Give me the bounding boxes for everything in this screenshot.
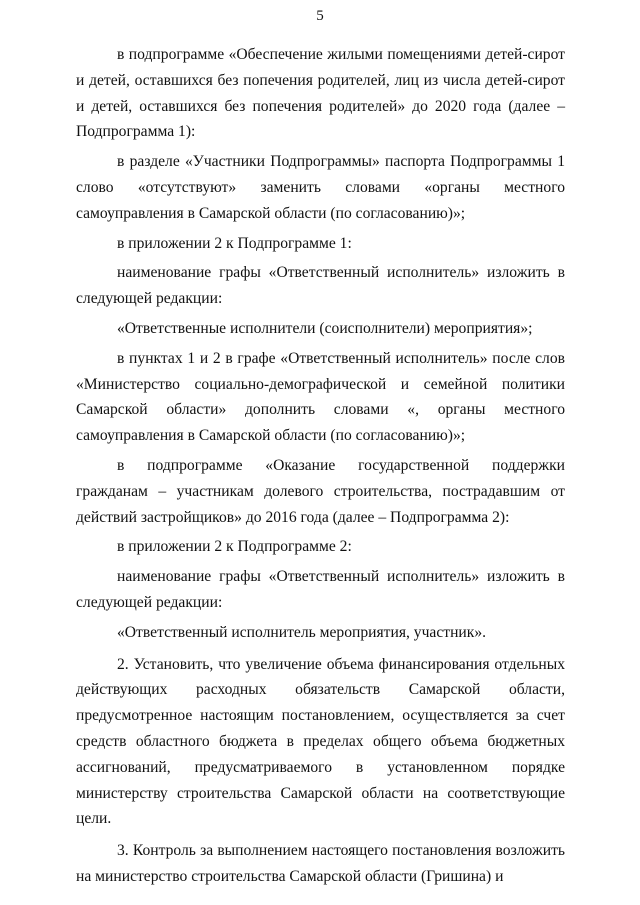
- paragraph-clause-2-funding: 2. Установить, что увеличение объема финансирования отдельных действующих расходных обязательств Самарской области, предусмотренное настоящим постановлением, осуществляется за счет средств областного бюджета в пределах общего объема бюджетных ассигнований, предусматриваемого в установленном порядке министерству строительства Самарской области на соответствующие цели.: [76, 655, 565, 828]
- paragraph-column-name-2: наименование графы «Ответственный исполнитель» изложить в следующей редакции:: [76, 568, 565, 611]
- paragraph-appendix-2-subprogram-2: в приложении 2 к Подпрограмме 2:: [117, 538, 352, 556]
- paragraph-items-1-2-amendment: в пунктах 1 и 2 в графе «Ответственный исполнитель» после слов «Министерство социально-демографической и семейной политики Самарской области» дополнить словами «, органы местного самоуправления в Самарской области (по согласованию)»;: [76, 349, 565, 445]
- paragraph-column-name-1: наименование графы «Ответственный исполнитель» изложить в следующей редакции:: [76, 264, 565, 308]
- paragraph-new-column-title-2: «Ответственный исполнитель мероприятия, участник».: [117, 623, 487, 641]
- page-number: 5: [316, 8, 324, 24]
- paragraph-subprogram-1-intro: в подпрограмме «Обеспечение жилыми помещениями детей-сирот и детей, оставшихся без попечения родителей, лиц из числа детей-сирот и детей, оставшихся без попечения родителей» до 2020 года (далее – Подпрограмма 1):: [76, 46, 565, 141]
- paragraph-participants-section: в разделе «Участники Подпрограммы» паспорта Подпрограммы 1 слово «отсутствуют» заменить словами «органы местного самоуправления в Самарской области (по согласованию)»;: [76, 153, 565, 222]
- paragraph-clause-3-control: 3. Контроль за выполнением настоящего постановления возложить на министерство строительства Самарской области (Гришина) и: [76, 842, 565, 885]
- paragraph-subprogram-2-intro: в подпрограмме «Оказание государственной поддержки гражданам – участникам долевого строительства, пострадавшим от действий застройщиков» до 2016 года (далее – Подпрограмма 2):: [76, 456, 565, 526]
- paragraph-new-column-title-1: «Ответственные исполнители (соисполнители) мероприятия»;: [117, 319, 533, 337]
- paragraph-appendix-2-subprogram-1: в приложении 2 к Подпрограмме 1:: [117, 234, 352, 252]
- document-body: [76, 42, 565, 890]
